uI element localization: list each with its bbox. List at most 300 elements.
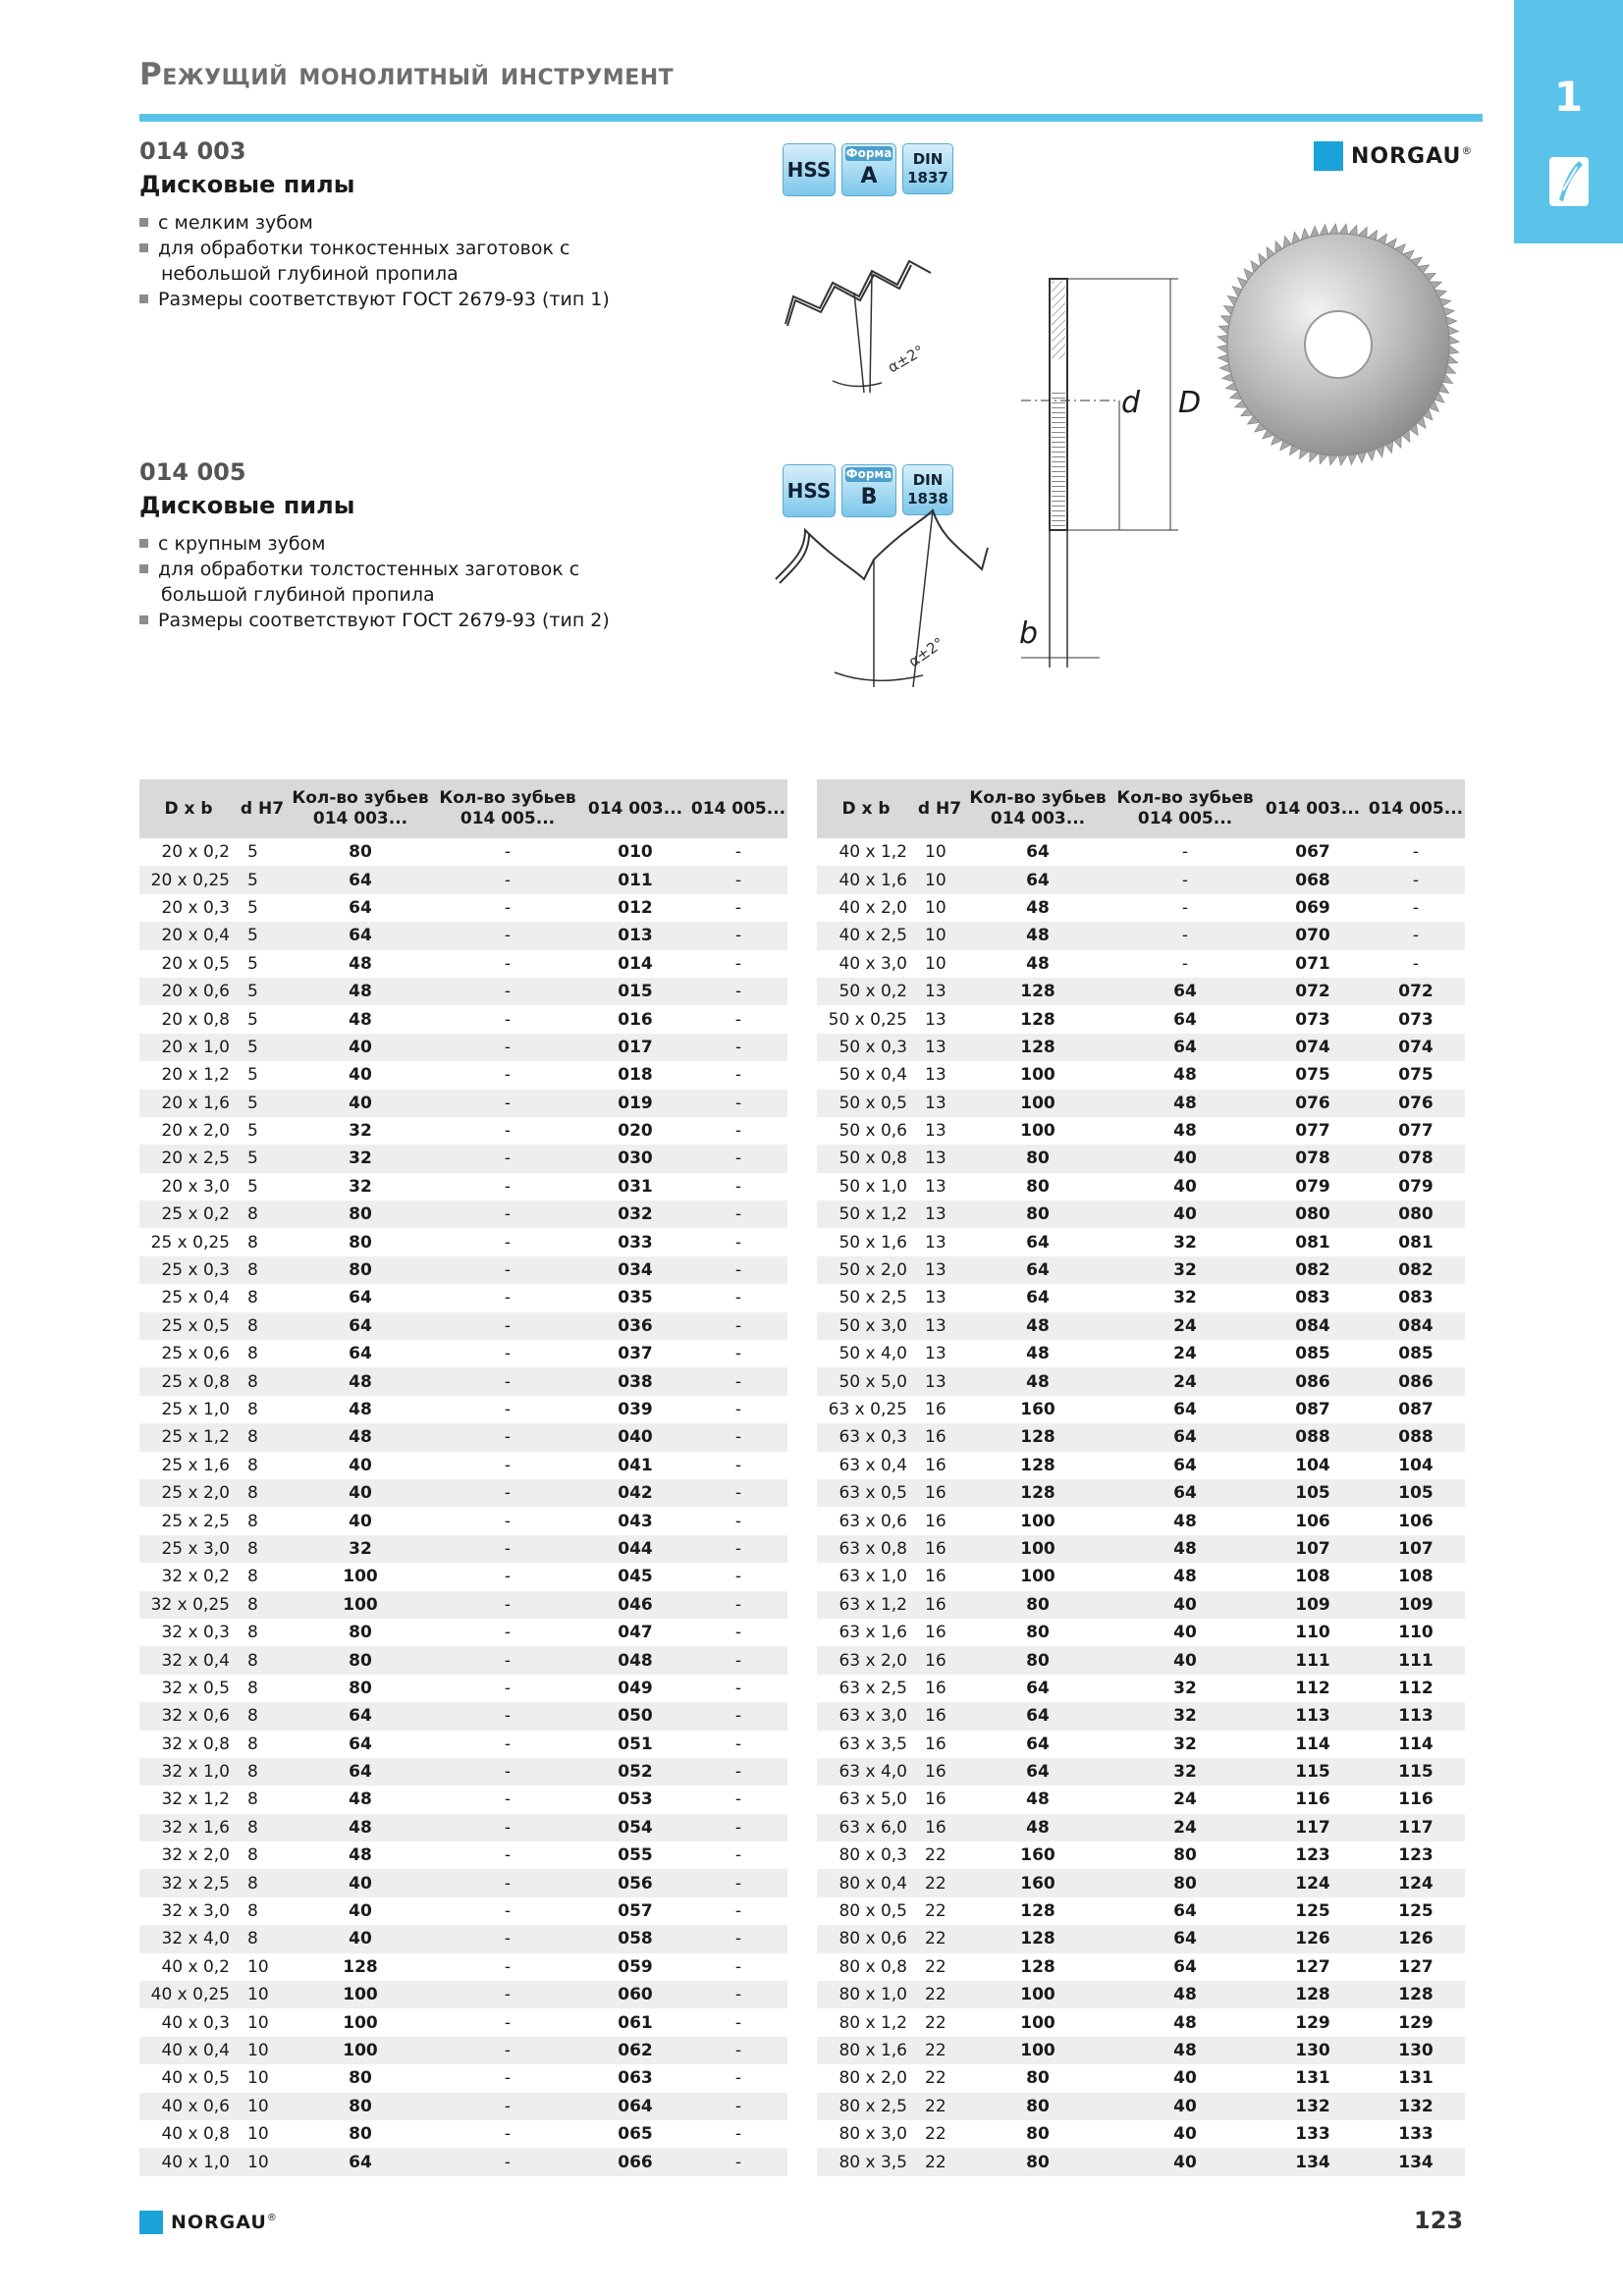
cell-teeth-005: - bbox=[434, 1814, 581, 1842]
cell-code-003: 086 bbox=[1259, 1367, 1367, 1395]
cell-bore: 8 bbox=[247, 1511, 258, 1531]
cell-code-005: - bbox=[734, 2068, 742, 2089]
cell-teeth-003: 64 bbox=[349, 1344, 372, 1364]
cell-teeth-003: 80 bbox=[287, 2093, 434, 2120]
col-header: d H7 bbox=[915, 779, 964, 838]
cell-size: 20 x 0,4 bbox=[139, 922, 238, 949]
cell-code-005: 112 bbox=[1398, 1678, 1434, 1698]
cell-teeth-005: - bbox=[504, 1511, 512, 1531]
chapter-tab[interactable] bbox=[1514, 0, 1623, 243]
angle-label: α±2° bbox=[885, 342, 928, 377]
cell-teeth-005: 32 bbox=[1111, 1256, 1259, 1284]
cell-size: 63 x 3,0 bbox=[817, 1702, 915, 1730]
saw-blade-image bbox=[1216, 222, 1461, 467]
cell-bore: 13 bbox=[925, 1232, 947, 1253]
table-row bbox=[817, 2093, 1465, 2120]
cell-bore: 5 bbox=[247, 842, 258, 863]
cell-teeth-003: 80 bbox=[964, 1201, 1111, 1228]
cell-size: 80 x 1,2 bbox=[839, 2012, 907, 2033]
bullet-icon bbox=[139, 243, 148, 252]
cell-code-003: 034 bbox=[581, 1256, 689, 1284]
cell-teeth-003: 40 bbox=[349, 1065, 372, 1086]
cell-code-005: - bbox=[689, 1981, 787, 2008]
table-row bbox=[139, 1201, 787, 1228]
cell-code-005: - bbox=[734, 953, 742, 974]
cell-teeth-005: 24 bbox=[1111, 1367, 1259, 1395]
spec-table-left bbox=[139, 779, 787, 2176]
cell-code-005: - bbox=[734, 1734, 742, 1754]
cell-code-003: 126 bbox=[1259, 1925, 1367, 1952]
cell-bore: 8 bbox=[238, 1535, 287, 1563]
col-header: 014 003... bbox=[581, 779, 689, 838]
table-row bbox=[817, 1535, 1465, 1563]
cell-size: 50 x 0,5 bbox=[817, 1090, 915, 1117]
cell-teeth-005: - bbox=[434, 1201, 581, 1228]
cell-code-005: - bbox=[689, 922, 787, 949]
cell-size: 80 x 3,0 bbox=[839, 2124, 907, 2145]
cell-teeth-003: 64 bbox=[964, 866, 1111, 893]
cell-code-005: 115 bbox=[1367, 1758, 1465, 1786]
col-header: D x b bbox=[817, 779, 915, 838]
cell-code-003: 070 bbox=[1259, 922, 1367, 949]
cell-bore: 8 bbox=[247, 1678, 258, 1698]
logo-text: NORGAU bbox=[1351, 143, 1462, 169]
cell-code-005: - bbox=[689, 978, 787, 1005]
bullet-icon bbox=[139, 615, 148, 624]
cell-code-005: 128 bbox=[1367, 1981, 1465, 2008]
cell-bore: 8 bbox=[238, 1312, 287, 1340]
cell-size: 50 x 2,5 bbox=[839, 1288, 907, 1308]
table-row bbox=[817, 1034, 1465, 1061]
cell-size: 40 x 0,6 bbox=[139, 2093, 238, 2120]
cell-bore: 10 bbox=[915, 922, 964, 949]
feature-item: для обработки тонкостенных заготовок с bbox=[139, 236, 610, 261]
table-row bbox=[139, 1117, 787, 1145]
cell-teeth-005: - bbox=[504, 1901, 512, 1922]
cell-bore: 13 bbox=[915, 1312, 964, 1340]
cell-teeth-005: - bbox=[504, 1344, 512, 1364]
cell-teeth-003: 128 bbox=[964, 1423, 1111, 1451]
cell-bore: 10 bbox=[238, 2093, 287, 2120]
cell-code-005: - bbox=[734, 1511, 742, 1531]
cell-size: 20 x 1,2 bbox=[161, 1065, 230, 1086]
cell-bore: 8 bbox=[247, 1344, 258, 1364]
cell-size: 25 x 3,0 bbox=[139, 1535, 238, 1563]
cell-size: 50 x 0,2 bbox=[817, 978, 915, 1005]
cell-code-003: 067 bbox=[1295, 842, 1330, 863]
cell-teeth-003: 48 bbox=[1026, 1789, 1050, 1810]
cell-teeth-003: 100 bbox=[1020, 2012, 1055, 2033]
cell-teeth-005: 24 bbox=[1111, 1814, 1259, 1842]
cell-teeth-005: - bbox=[1181, 897, 1189, 918]
cell-teeth-003: 64 bbox=[349, 1288, 372, 1308]
cell-teeth-003: 40 bbox=[349, 1901, 372, 1922]
cell-size: 20 x 3,0 bbox=[161, 1176, 230, 1197]
cell-bore: 16 bbox=[915, 1479, 964, 1507]
table-row bbox=[139, 1786, 787, 1813]
cell-code-005: 123 bbox=[1398, 1845, 1434, 1866]
cell-teeth-005: - bbox=[434, 1535, 581, 1563]
cell-bore: 5 bbox=[247, 1176, 258, 1197]
cell-bore: 5 bbox=[238, 1145, 287, 1172]
cell-code-005: - bbox=[734, 1400, 742, 1419]
col-header: D x b bbox=[139, 779, 238, 838]
cell-teeth-003: 100 bbox=[1020, 1121, 1055, 1142]
cell-teeth-003: 100 bbox=[1020, 1567, 1055, 1587]
feature-item: Размеры соответствуют ГОСТ 2679-93 (тип 2) bbox=[139, 608, 610, 633]
cell-bore: 8 bbox=[238, 1591, 287, 1619]
cell-teeth-005: - bbox=[434, 2093, 581, 2120]
cell-size: 20 x 0,3 bbox=[161, 897, 230, 918]
cell-code-005: - bbox=[1412, 897, 1420, 918]
cell-bore: 8 bbox=[247, 1789, 258, 1810]
cell-size: 63 x 0,8 bbox=[817, 1535, 915, 1563]
cell-teeth-005: - bbox=[504, 1789, 512, 1810]
cell-teeth-005: - bbox=[504, 2124, 512, 2145]
table-row bbox=[817, 1646, 1465, 1674]
cell-teeth-005: - bbox=[434, 1034, 581, 1061]
table-row bbox=[139, 1145, 787, 1172]
col-header: d H7 bbox=[238, 779, 287, 838]
cell-code-005: 117 bbox=[1367, 1814, 1465, 1842]
cell-teeth-003: 100 bbox=[964, 1981, 1111, 2008]
hss-badge: HSS bbox=[783, 464, 836, 517]
table-row bbox=[139, 1702, 787, 1730]
cell-teeth-005: - bbox=[504, 1400, 512, 1419]
cell-size: 63 x 0,25 bbox=[828, 1400, 907, 1419]
cell-teeth-003: 80 bbox=[1026, 1623, 1050, 1643]
cell-code-005: 113 bbox=[1367, 1702, 1465, 1730]
cell-code-003: 084 bbox=[1259, 1312, 1367, 1340]
cell-teeth-005: 40 bbox=[1173, 1623, 1197, 1643]
col-header: 014 003... bbox=[1259, 779, 1367, 838]
cell-bore: 16 bbox=[925, 1567, 947, 1587]
cell-code-005: - bbox=[689, 1034, 787, 1061]
cell-teeth-005: 24 bbox=[1173, 1789, 1197, 1810]
cell-bore: 5 bbox=[247, 897, 258, 918]
cell-teeth-005: - bbox=[504, 1956, 512, 1977]
cell-teeth-003: 64 bbox=[349, 1734, 372, 1754]
table-row bbox=[817, 1284, 1465, 1311]
cell-teeth-005: - bbox=[504, 1288, 512, 1308]
cell-code-005: - bbox=[1367, 866, 1465, 893]
cell-size: 63 x 3,5 bbox=[839, 1734, 907, 1754]
cell-bore: 22 bbox=[915, 1925, 964, 1952]
cell-teeth-005: - bbox=[434, 1981, 581, 2008]
cell-code-005: - bbox=[1412, 953, 1420, 974]
cell-bore: 22 bbox=[925, 2068, 947, 2089]
cell-code-003: 069 bbox=[1295, 897, 1330, 918]
cell-code-003: 018 bbox=[618, 1065, 653, 1086]
table-row bbox=[817, 1897, 1465, 1925]
cell-code-005: - bbox=[734, 1232, 742, 1253]
cell-code-003: 129 bbox=[1295, 2012, 1330, 2033]
cell-code-005: 081 bbox=[1398, 1232, 1434, 1253]
cell-teeth-003: 80 bbox=[1026, 1176, 1050, 1197]
cell-code-003: 116 bbox=[1295, 1789, 1330, 1810]
cell-teeth-005: - bbox=[504, 897, 512, 918]
feature-item-cont: большой глубиной пропила bbox=[161, 584, 435, 606]
table-row bbox=[817, 950, 1465, 978]
cell-code-003: 013 bbox=[581, 922, 689, 949]
cell-teeth-003: 80 bbox=[349, 1623, 372, 1643]
cell-bore: 8 bbox=[238, 1869, 287, 1896]
table-row bbox=[139, 1396, 787, 1423]
cell-code-003: 064 bbox=[581, 2093, 689, 2120]
table-row bbox=[139, 1507, 787, 1534]
cell-code-005: - bbox=[734, 1455, 742, 1475]
cell-code-003: 035 bbox=[618, 1288, 653, 1308]
feature-list bbox=[139, 531, 610, 633]
cell-teeth-005: - bbox=[434, 2037, 581, 2064]
cell-bore: 5 bbox=[247, 1121, 258, 1142]
cell-code-005: 107 bbox=[1367, 1535, 1465, 1563]
cell-teeth-003: 64 bbox=[964, 1256, 1111, 1284]
cell-size: 20 x 2,0 bbox=[161, 1121, 230, 1142]
cell-teeth-005: 40 bbox=[1111, 2093, 1259, 2120]
cell-code-003: 053 bbox=[618, 1789, 653, 1810]
table-row bbox=[817, 1340, 1465, 1367]
cell-bore: 8 bbox=[238, 1479, 287, 1507]
cell-teeth-005: - bbox=[1181, 842, 1189, 863]
cell-teeth-005: 40 bbox=[1111, 1646, 1259, 1674]
cell-bore: 10 bbox=[247, 2012, 269, 2033]
cell-code-005: - bbox=[734, 2012, 742, 2033]
product-name: Дисковые пилы bbox=[139, 171, 355, 198]
cell-size: 40 x 0,2 bbox=[161, 1956, 230, 1977]
col-header: Кол-во зубьев 014 005... bbox=[434, 779, 581, 838]
cell-size: 50 x 1,6 bbox=[839, 1232, 907, 1253]
cell-code-003: 123 bbox=[1295, 1845, 1330, 1866]
cell-teeth-005: - bbox=[434, 2148, 581, 2175]
cell-code-005: 125 bbox=[1398, 1901, 1434, 1922]
cell-code-005: 083 bbox=[1398, 1288, 1434, 1308]
cell-code-003: 108 bbox=[1295, 1567, 1330, 1587]
table-row bbox=[817, 838, 1465, 866]
cell-code-003: 133 bbox=[1295, 2124, 1330, 2145]
cell-size: 40 x 0,8 bbox=[161, 2124, 230, 2145]
cell-size: 32 x 0,2 bbox=[161, 1567, 230, 1587]
cell-teeth-003: 160 bbox=[1020, 1400, 1055, 1419]
cell-teeth-003: 80 bbox=[287, 1201, 434, 1228]
cell-code-003: 105 bbox=[1259, 1479, 1367, 1507]
cell-teeth-003: 32 bbox=[349, 1176, 372, 1197]
table-row bbox=[139, 2093, 787, 2120]
cell-bore: 22 bbox=[925, 2012, 947, 2033]
table-row bbox=[817, 1256, 1465, 1284]
logo-square-icon bbox=[1314, 141, 1343, 171]
cell-code-003: 015 bbox=[581, 978, 689, 1005]
cell-bore: 8 bbox=[238, 1814, 287, 1842]
cell-code-005: 111 bbox=[1367, 1646, 1465, 1674]
cell-bore: 10 bbox=[925, 842, 947, 863]
cell-bore: 16 bbox=[915, 1702, 964, 1730]
cell-teeth-005: - bbox=[504, 1232, 512, 1253]
cell-bore: 22 bbox=[925, 2124, 947, 2145]
table-row bbox=[139, 2008, 787, 2036]
table-row bbox=[817, 1145, 1465, 1172]
cell-code-005: 132 bbox=[1367, 2093, 1465, 2120]
table-row bbox=[139, 1005, 787, 1033]
cell-size: 50 x 4,0 bbox=[839, 1344, 907, 1364]
cell-teeth-005: - bbox=[504, 1009, 512, 1030]
cell-bore: 13 bbox=[915, 978, 964, 1005]
cell-size: 32 x 2,0 bbox=[161, 1845, 230, 1866]
table-row bbox=[817, 1814, 1465, 1842]
cell-teeth-005: 64 bbox=[1111, 1925, 1259, 1952]
angle-label: α±2° bbox=[904, 633, 947, 671]
cell-teeth-003: 80 bbox=[964, 1646, 1111, 1674]
cell-code-003: 045 bbox=[618, 1567, 653, 1587]
cell-code-005: 104 bbox=[1398, 1455, 1434, 1475]
cell-code-005: - bbox=[734, 897, 742, 918]
cell-size: 80 x 1,0 bbox=[817, 1981, 915, 2008]
cell-size: 32 x 0,5 bbox=[161, 1678, 230, 1698]
table-row bbox=[139, 1284, 787, 1311]
cell-size: 63 x 6,0 bbox=[817, 1814, 915, 1842]
cell-code-003: 110 bbox=[1295, 1623, 1330, 1643]
cell-code-005: - bbox=[689, 1479, 787, 1507]
bullet-icon bbox=[139, 218, 148, 227]
cell-teeth-005: - bbox=[504, 2068, 512, 2089]
feature-item: с крупным зубом bbox=[139, 531, 610, 557]
cell-code-003: 073 bbox=[1295, 1009, 1330, 1030]
bullet-icon bbox=[139, 539, 148, 548]
cell-teeth-003: 100 bbox=[964, 2037, 1111, 2064]
cell-code-003: 041 bbox=[618, 1455, 653, 1475]
cell-code-003: 113 bbox=[1259, 1702, 1367, 1730]
cell-code-003: 130 bbox=[1259, 2037, 1367, 2064]
cell-bore: 22 bbox=[915, 2037, 964, 2064]
col-header: 014 005... bbox=[1367, 779, 1465, 838]
cell-bore: 10 bbox=[238, 1981, 287, 2008]
cell-bore: 5 bbox=[238, 1090, 287, 1117]
cell-bore: 16 bbox=[925, 1623, 947, 1643]
cell-code-005: - bbox=[734, 1678, 742, 1698]
table-row bbox=[139, 1061, 787, 1089]
cell-size: 50 x 0,25 bbox=[828, 1009, 907, 1030]
cell-teeth-003: 80 bbox=[964, 1591, 1111, 1619]
spec-table-right bbox=[817, 779, 1465, 2176]
table-row bbox=[817, 1507, 1465, 1534]
cell-size: 20 x 1,0 bbox=[139, 1034, 238, 1061]
cell-code-005: 084 bbox=[1367, 1312, 1465, 1340]
cell-teeth-003: 128 bbox=[964, 1479, 1111, 1507]
cell-bore: 22 bbox=[915, 1981, 964, 2008]
cell-teeth-005: - bbox=[1181, 953, 1189, 974]
cell-teeth-005: 40 bbox=[1111, 2148, 1259, 2175]
cell-teeth-005: 64 bbox=[1111, 1423, 1259, 1451]
cell-bore: 10 bbox=[925, 897, 947, 918]
logo-reg: ® bbox=[1461, 144, 1473, 158]
table-row bbox=[139, 1479, 787, 1507]
cell-size: 50 x 0,3 bbox=[817, 1034, 915, 1061]
table-row bbox=[139, 922, 787, 949]
cell-size: 50 x 1,2 bbox=[817, 1201, 915, 1228]
cell-code-005: - bbox=[734, 1956, 742, 1977]
table-row bbox=[817, 1312, 1465, 1340]
table-row bbox=[817, 1675, 1465, 1702]
cell-teeth-003: 128 bbox=[1020, 1901, 1055, 1922]
cell-teeth-005: - bbox=[504, 1176, 512, 1197]
cell-code-005: 127 bbox=[1398, 1956, 1434, 1977]
cell-teeth-005: - bbox=[434, 1591, 581, 1619]
cell-teeth-003: 160 bbox=[1020, 1845, 1055, 1866]
cell-teeth-005: 64 bbox=[1173, 1956, 1197, 1977]
cell-size: 25 x 2,5 bbox=[161, 1511, 230, 1531]
table-row bbox=[817, 1842, 1465, 1869]
cell-teeth-005: 48 bbox=[1173, 1567, 1197, 1587]
cell-size: 25 x 1,0 bbox=[161, 1400, 230, 1419]
cell-code-003: 030 bbox=[581, 1145, 689, 1172]
cell-size: 32 x 0,6 bbox=[139, 1702, 238, 1730]
cell-code-003: 048 bbox=[581, 1646, 689, 1674]
table-row bbox=[817, 1702, 1465, 1730]
cell-code-003: 107 bbox=[1259, 1535, 1367, 1563]
table-row bbox=[139, 1090, 787, 1117]
cell-size: 40 x 0,25 bbox=[139, 1981, 238, 2008]
cell-teeth-003: 80 bbox=[1026, 2124, 1050, 2145]
cell-code-003: 088 bbox=[1259, 1423, 1367, 1451]
table-row bbox=[139, 2037, 787, 2064]
cell-code-003: 066 bbox=[581, 2148, 689, 2175]
table-header-row bbox=[139, 779, 787, 838]
cell-code-003: 061 bbox=[618, 2012, 653, 2033]
cell-teeth-003: 80 bbox=[349, 1232, 372, 1253]
cell-teeth-003: 64 bbox=[1026, 1232, 1050, 1253]
cell-code-005: - bbox=[1412, 842, 1420, 863]
dim-D-label: D bbox=[1178, 386, 1202, 420]
table-row bbox=[817, 866, 1465, 893]
cell-size: 40 x 1,2 bbox=[839, 842, 907, 863]
cell-bore: 8 bbox=[238, 1646, 287, 1674]
cell-teeth-003: 48 bbox=[287, 1814, 434, 1842]
cell-size: 32 x 1,0 bbox=[139, 1758, 238, 1786]
cell-teeth-003: 40 bbox=[349, 1455, 372, 1475]
cell-size: 32 x 2,5 bbox=[139, 1869, 238, 1896]
cell-size: 63 x 2,5 bbox=[839, 1678, 907, 1698]
cell-teeth-005: 32 bbox=[1173, 1678, 1197, 1698]
cell-code-005: - bbox=[734, 1176, 742, 1197]
cell-code-005: - bbox=[689, 1312, 787, 1340]
cell-bore: 22 bbox=[915, 2148, 964, 2175]
cell-code-005: - bbox=[689, 1758, 787, 1786]
cell-bore: 10 bbox=[247, 1956, 269, 1977]
cell-code-003: 017 bbox=[581, 1034, 689, 1061]
cell-teeth-005: 64 bbox=[1111, 978, 1259, 1005]
fine-teeth-profile bbox=[785, 261, 931, 393]
cell-code-003: 127 bbox=[1295, 1956, 1330, 1977]
cell-size: 63 x 0,5 bbox=[817, 1479, 915, 1507]
cell-bore: 13 bbox=[915, 1367, 964, 1395]
cell-code-005: 086 bbox=[1367, 1367, 1465, 1395]
cell-teeth-003: 80 bbox=[964, 1145, 1111, 1172]
cell-code-003: 037 bbox=[618, 1344, 653, 1364]
cell-bore: 16 bbox=[915, 1814, 964, 1842]
cell-size: 50 x 1,0 bbox=[839, 1176, 907, 1197]
cell-size: 25 x 0,25 bbox=[150, 1232, 230, 1253]
cell-bore: 16 bbox=[925, 1678, 947, 1698]
table-row bbox=[139, 1731, 787, 1758]
cell-teeth-003: 48 bbox=[1026, 1344, 1050, 1364]
cell-teeth-005: - bbox=[434, 1758, 581, 1786]
cell-bore: 5 bbox=[238, 922, 287, 949]
table-row bbox=[139, 1814, 787, 1842]
cell-size: 63 x 0,4 bbox=[839, 1455, 907, 1475]
cell-code-005: 108 bbox=[1398, 1567, 1434, 1587]
table-row bbox=[139, 1925, 787, 1952]
drill-icon bbox=[1549, 157, 1589, 206]
